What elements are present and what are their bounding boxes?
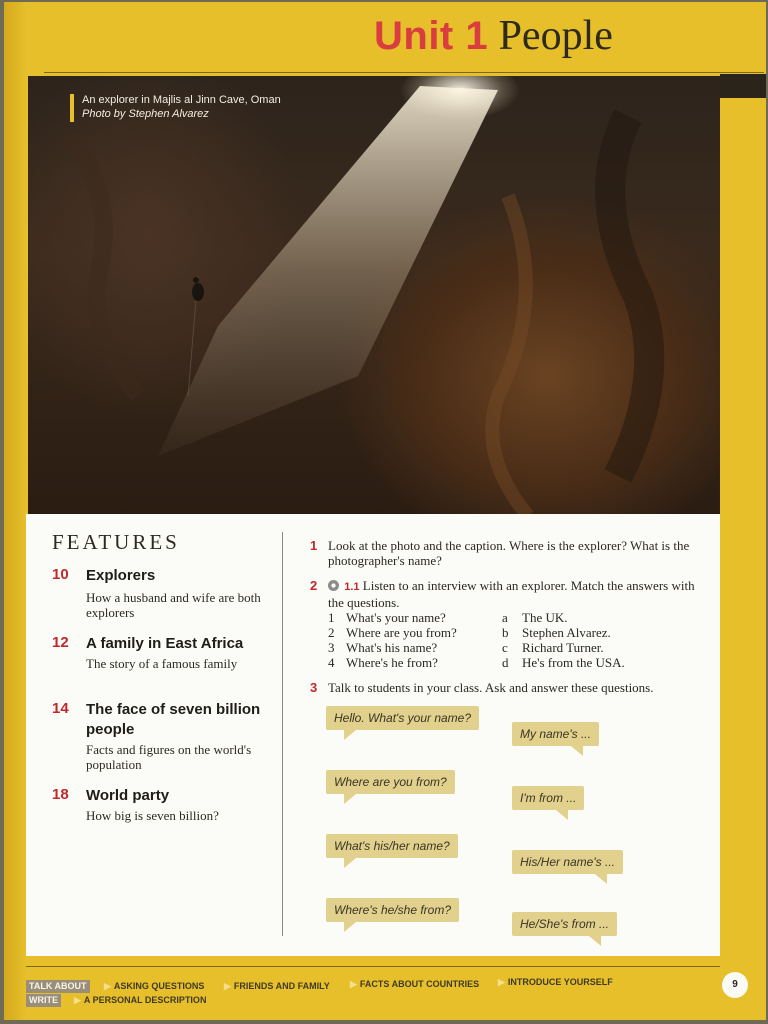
match-row — [328, 610, 708, 625]
answer-text: Richard Turner. — [522, 640, 604, 655]
exercise-number: 2 — [310, 578, 318, 593]
exercise-number: 1 — [310, 538, 318, 553]
feature-title: The face of seven billion people — [86, 701, 261, 738]
talk-about-label: TALK ABOUT — [26, 980, 90, 993]
feature-desc: How big is seven billion? — [86, 808, 219, 823]
content-panel — [26, 514, 720, 956]
photo-caption — [82, 93, 281, 121]
unit-title: People — [498, 13, 613, 59]
speech-bubble: His/Her name's ... — [512, 850, 623, 874]
skill-item: ▶ A PERSONAL DESCRIPTION — [74, 995, 207, 1005]
cave-photo — [28, 76, 720, 522]
caption-text: An explorer in Majlis al Jinn Cave, Oman — [82, 94, 281, 106]
corner-block — [720, 74, 766, 98]
feature-desc: How a husband and wife are both explorers — [86, 590, 261, 620]
write-label: WRITE — [26, 994, 61, 1007]
question-text: Where are you from? — [346, 625, 457, 640]
unit-header — [374, 12, 714, 68]
feature-page: 10 — [52, 566, 69, 583]
match-row — [328, 655, 708, 670]
answer-letter: a — [502, 610, 508, 625]
exercise-number: 3 — [310, 680, 318, 695]
answer-text: The UK. — [522, 610, 568, 625]
question-text: What's his name? — [346, 640, 438, 655]
feature-page: 18 — [52, 786, 69, 803]
photo-credit: Photo by Stephen Alvarez — [82, 108, 209, 120]
feature-title: Explorers — [86, 567, 156, 584]
column-divider — [282, 532, 283, 936]
header-rule — [44, 72, 764, 73]
question-number: 2 — [328, 625, 335, 640]
question-number: 3 — [328, 640, 335, 655]
question-text: What's your name? — [346, 610, 446, 625]
feature-desc: Facts and figures on the world's population — [86, 742, 252, 772]
answer-text: Stephen Alvarez. — [522, 625, 611, 640]
unit-number: Unit 1 — [374, 14, 489, 58]
footer-rule — [26, 966, 720, 967]
speech-bubble: He/She's from ... — [512, 912, 617, 936]
textbook-page — [4, 2, 766, 1020]
feature-page: 12 — [52, 634, 69, 651]
feature-desc: The story of a famous family — [86, 656, 238, 671]
exercise-text: Talk to students in your class. Ask and answer these questions. — [328, 680, 654, 695]
skill-item: ▶ ASKING QUESTIONS — [104, 981, 205, 991]
answer-letter: c — [502, 640, 508, 655]
feature-page: 14 — [52, 700, 69, 717]
page-edge — [4, 2, 26, 1020]
feature-title: World party — [86, 787, 170, 804]
skill-item: ▶ INTRODUCE YOURSELF — [498, 977, 613, 987]
speech-bubble: Where are you from? — [326, 770, 455, 794]
speech-bubble: Hello. What's your name? — [326, 706, 479, 730]
match-row — [328, 640, 708, 655]
speech-bubble: Where's he/she from? — [326, 898, 459, 922]
page-number: 9 — [722, 972, 748, 998]
match-row — [328, 625, 708, 640]
speech-bubble: I'm from ... — [512, 786, 584, 810]
features-heading: FEATURES — [52, 530, 180, 554]
audio-cd-icon[interactable] — [328, 580, 339, 591]
answer-letter: b — [502, 625, 509, 640]
exercise-text — [328, 578, 708, 610]
audio-track[interactable]: 1.1 — [344, 581, 360, 593]
feature-title: A family in East Africa — [86, 635, 244, 652]
exercise-instructions: Listen to an interview with an explorer. Match the answers with the questions. — [328, 578, 695, 610]
caption-marker — [70, 94, 74, 122]
question-number: 4 — [328, 655, 335, 670]
speech-bubble: My name's ... — [512, 722, 599, 746]
cave-light-beam — [28, 76, 720, 522]
answer-text: He's from the USA. — [522, 655, 625, 670]
question-number: 1 — [328, 610, 335, 625]
answer-letter: d — [502, 655, 509, 670]
skill-item: ▶ FRIENDS AND FAMILY — [224, 981, 330, 991]
skill-item: ▶ FACTS ABOUT COUNTRIES — [350, 979, 480, 989]
speech-bubble: What's his/her name? — [326, 834, 458, 858]
question-text: Where's he from? — [346, 655, 438, 670]
exercise-text: Look at the photo and the caption. Where is the explorer? What is the photographer's name? — [328, 538, 690, 568]
